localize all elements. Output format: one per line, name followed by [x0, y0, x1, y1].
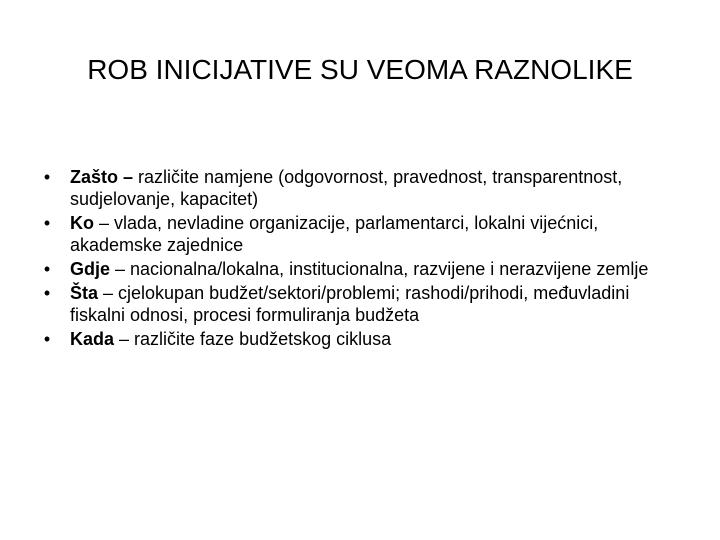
bullet-icon: •: [43, 259, 51, 279]
bullet-text: – cjelokupan budžet/sektori/problemi; rashodi/prihodi, međuvladini fiskalni odnosi, procesi formuliranja budžeta: [70, 283, 630, 325]
bullet-keyword: Šta: [70, 283, 99, 303]
bullet-icon: •: [43, 167, 51, 187]
bullet-text: – vlada, nevladine organizacije, parlamentarci, lokalni vijećnici, akademske zajednice: [70, 213, 599, 255]
bullet-keyword: Gdje: [70, 259, 111, 279]
list-item: [36, 328, 686, 350]
bullet-text: – različite faze budžetskog ciklusa: [114, 329, 392, 349]
list-item: [36, 258, 686, 280]
bullet-icon: •: [43, 283, 51, 303]
bullet-text: različite namjene (odgovornost, pravednost, transparentnost, sudjelovanje, kapacitet): [70, 167, 623, 209]
list-item: [36, 166, 686, 210]
bullet-icon: •: [43, 329, 51, 349]
list-item: [36, 282, 686, 326]
bullet-text: – nacionalna/lokalna, institucionalna, razvijene i nerazvijene zemlje: [110, 259, 649, 279]
bullet-list: [36, 166, 686, 352]
list-item: [36, 212, 686, 256]
bullet-keyword: Zašto –: [70, 167, 134, 187]
slide-title: ROB INICIJATIVE SU VEOMA RAZNOLIKE: [87, 54, 633, 85]
bullet-icon: •: [43, 213, 51, 233]
bullet-keyword: Kada: [70, 329, 115, 349]
bullet-keyword: Ko: [70, 213, 94, 233]
